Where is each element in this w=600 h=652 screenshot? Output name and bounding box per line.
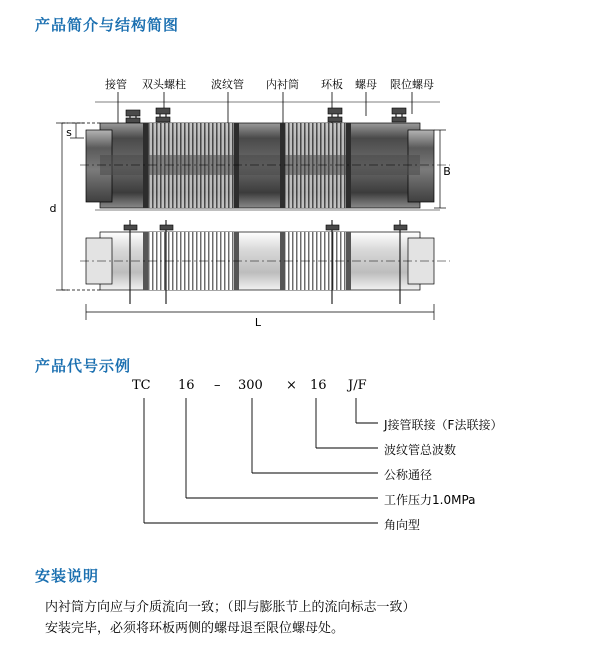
structure-diagram-svg <box>40 60 560 330</box>
callout-labels <box>105 77 434 91</box>
dimension-label-B: B <box>443 165 451 178</box>
code-desc-waves: 波纹管总波数 <box>384 443 457 457</box>
code-desc-type: 角向型 <box>384 518 421 532</box>
dimension-label-s: s <box>66 126 72 139</box>
code-token-waves: 16 <box>310 378 327 393</box>
callout-label: 环板 <box>321 78 343 91</box>
dimension-label-d: d <box>49 202 57 215</box>
code-token-type: TC <box>132 378 151 393</box>
callout-label: 双头螺柱 <box>142 78 186 91</box>
product-code-example <box>40 378 560 548</box>
code-desc-connection: J接管联接（F法联接） <box>384 418 503 432</box>
code-token-diameter: 300 <box>238 378 263 393</box>
page-title-install: 安装说明 <box>35 568 100 585</box>
install-note-line: 安装完毕，必须将环板两侧的螺母退至限位螺母处。 <box>45 621 345 636</box>
lower-view <box>80 220 450 304</box>
code-leader-lines <box>40 378 560 548</box>
callout-label: 接管 <box>105 78 127 91</box>
page-title-code: 产品代号示例 <box>35 358 132 375</box>
install-note-line: 内衬筒方向应与介质流向一致；（即与膨胀节上的流向标志一致） <box>45 600 416 615</box>
dimension-label-L: L <box>254 316 262 329</box>
callout-label: 波纹管 <box>211 78 244 91</box>
code-token-pressure: 16 <box>178 378 195 393</box>
nut-group-upper <box>126 108 406 123</box>
structure-diagram <box>40 60 560 330</box>
nut-group-lower <box>124 225 407 230</box>
code-token-dash: – <box>214 378 221 393</box>
callout-label: 限位螺母 <box>390 78 434 91</box>
install-notes <box>45 597 565 639</box>
callout-label: 螺母 <box>355 78 377 91</box>
code-desc-pressure: 工作压力1.0MPa <box>384 493 476 507</box>
page-title-intro: 产品简介与结构简图 <box>35 17 180 34</box>
tie-rod-group-upper <box>130 108 402 122</box>
code-desc-diameter: 公称通径 <box>384 468 433 482</box>
code-token-connect: J/F <box>348 378 367 393</box>
callout-label: 内衬筒 <box>266 78 299 91</box>
code-token-times: × <box>286 378 297 393</box>
upper-view <box>80 102 450 210</box>
